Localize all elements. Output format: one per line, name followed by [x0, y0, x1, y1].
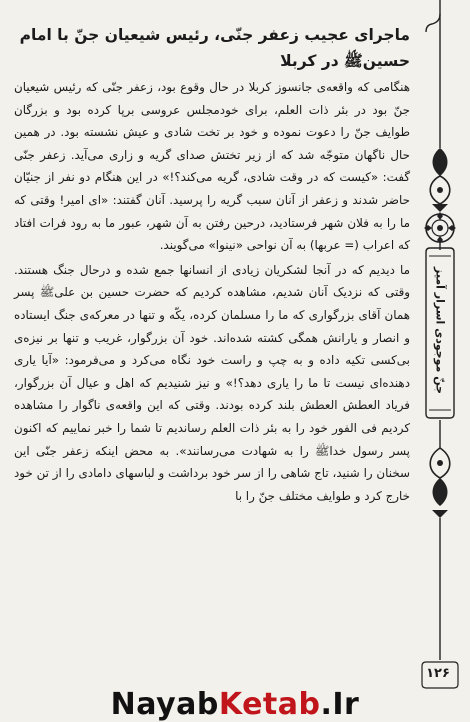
floral-finial-icon [430, 420, 450, 518]
page-number: ۱۲۶ [426, 666, 450, 681]
watermark-part-3: .Ir [320, 686, 360, 722]
watermark-logo [0, 686, 470, 722]
floral-finial-icon [430, 148, 450, 212]
watermark-part-1: Nayab [110, 686, 219, 722]
watermark-part-2: Ketab [218, 686, 321, 722]
side-running-title [426, 246, 454, 416]
paragraph-2: ما دیدیم که در آنجا لشکریان زیادی از انسانها جمع شده و درحال جنگ هستند. وقتی که نزدیک آنان شدیم، مشاهده کردیم که حضرت حسین بن علیﷺ پسر همان آقای بزرگواری که ما را مسلمان کرده، یکّه و تنها در معرکه‌ی جنگ ایستاده و انصار و یارانش همگی کشته شده‌اند. خود آن بزرگوار، غریب و تنها بر نیزه‌ی بی‌کسی تکیه داده و به چپ و راست خود نگاه می‌کرد و می‌فرمود: «آیا یاری دهنده‌ای نیست تا ما را یاری دهد؟!» و نیز شنیدیم که اهل و عیال آن بزرگوار، فریاد العطش العطش بلند کرده بودند. وقتی که این واقعه‌ی ناگوار را مشاهده کردیم فی الفور خود را به بئر ذات العلم رساندیم تا شما را خبر نماییم که اکنون پسر رسول خداﷺ را به شهادت می‌رسانند». به محض اینکه زعفر جنّی این سخنان را شنید، تاج شاهی را از سر خود برداشت و لباسهای دامادی را از تن خود خارج کرد و طوایف مختلف جنّ را با [14, 262, 410, 503]
chapter-heading: ماجرای عجیب زعفر جنّی، رئیس شیعیان جنّ با امام حسینﷺ در کربلا [19, 26, 410, 70]
page-body [14, 22, 410, 507]
rosette-icon [424, 212, 456, 244]
side-title-text: جنّ موجودی اسرار آمیز [433, 267, 447, 395]
paragraph-1: هنگامی که واقعه‌ی جانسوز کربلا در حال وقوع بود، زعفر جنّی که رئیس شیعیان جنّ بود در بئر ذات العلم، برای خودمجلس عروسی برپا کرده بود و بزرگان طوایف جنّ را دعوت نموده و خود بر تخت شادی و عیش نشسته بود. در همین حال ناگهان متوجّه شد که از زیر تختش صدای گریه و زاری می‌آید. زعفر جنّی گفت: «کیست که در وقت شادی، گریه می‌کند؟!» در این هنگام دو نفر از جنیّان حاضر شدند و زعفر از آنان سبب گریه را پرسید. آنان گفتند: «ای امیر! وقتی که ما را به فلان شهر فرستادید، درحین رفتن به آن شهر، عبور ما به رود فرات افتاد که اعراب (= عربها) به آن نواحی «نینوا» می‌گویند. [14, 80, 410, 253]
